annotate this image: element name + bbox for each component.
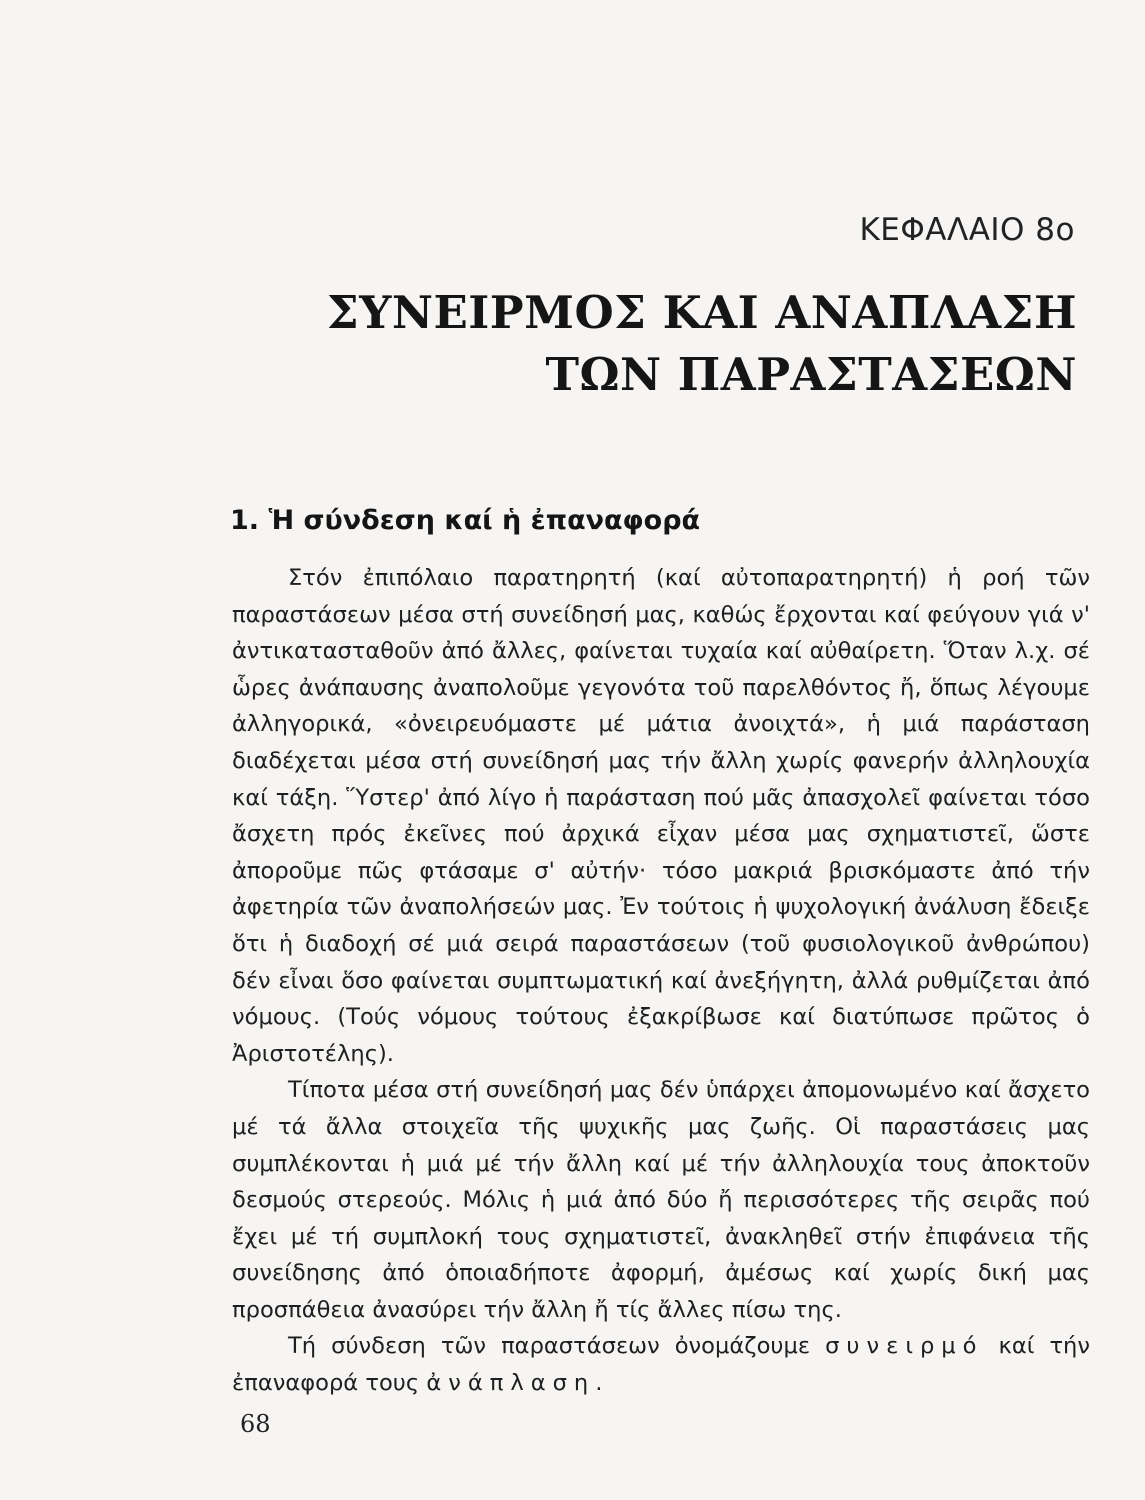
paragraph-1: Στόν ἐπιπόλαιο παρατηρητή (καί αὐτοπαρατηρητή) ἡ ροή τῶν παραστάσεων μέσα στή συνείδησή μας, καθώς ἔρχονται καί φεύγουν γιά ν' ἀντικατασταθοῦν ἀπό ἄλλες, φαίνεται τυχαία καί αὐθαίρετη. Ὅταν λ.χ. σέ ὧρες ἀνάπαυσης ἀναπολοῦμε γεγονότα τοῦ παρελθόντος ἤ, ὅπως λέγουμε ἀλληγορικά, «ὀνειρευόμαστε μέ μάτια ἀνοιχτά», ἡ μιά παράσταση διαδέχεται μέσα στή συνείδησή μας τήν ἄλλη χωρίς φανερήν ἀλληλουχία καί τάξη. Ὕστερ' ἀπό λίγο ἡ παράσταση πού μᾶς ἀπασχολεῖ φαίνεται τόσο ἄσχετη πρός ἐκεῖνες πού ἀρχικά εἶχαν μέσα μας σχηματιστεῖ, ὥστε ἀποροῦμε πῶς φτάσαμε σ' αὐτήν· τόσο μακριά βρισκόμαστε ἀπό τήν ἀφετηρία τῶν ἀναπολήσεών μας. Ἐν τούτοις ἡ ψυχολογική ἀνάλυση ἔδειξε ὅτι ἡ διαδοχή σέ μιά σειρά παραστάσεων (τοῦ φυσιολογικοῦ ἀνθρώπου) δέν εἶναι ὅσο φαίνεται συμπτωματική καί ἀνεξήγητη, ἀλλά ρυθμίζεται ἀπό νόμους. (Τούς νόμους τούτους ἐξακρίβωσε καί διατύπωσε πρῶτος ὁ Ἀριστοτέλης). (232, 565, 1090, 1067)
chapter-label: ΚΕΦΑΛΑΙΟ 8ο (859, 212, 1075, 248)
paragraph-3-part-2: καί τήν ἐπαναφορά τους (232, 1333, 1090, 1397)
section-heading: 1. Ἡ σύνδεση καί ἡ ἐπαναφορά (230, 505, 701, 536)
paragraph-3-part-1: Τή σύνδεση τῶν παραστάσεων ὀνομάζουμε (288, 1333, 826, 1360)
chapter-title-line-1: ΣΥΝΕΙΡΜΟΣ ΚΑΙ ΑΝΑΠΛΑΣΗ (326, 286, 1077, 339)
paragraph-3 (232, 1328, 1090, 1401)
paragraph-3-part-3: . (595, 1370, 603, 1397)
page-number: 68 (240, 1410, 271, 1438)
body-text (232, 560, 1090, 1402)
chapter-title (327, 282, 1077, 406)
chapter-title-line-2: ΤΩΝ ΠΑΡΑΣΤΑΣΕΩΝ (545, 348, 1077, 401)
paragraph-2: Τίποτα μέσα στή συνείδησή μας δέν ὑπάρχει ἀπομονωμένο καί ἄσχετο μέ τά ἄλλα στοιχεῖα τῆς ψυχικῆς μας ζωῆς. Οἱ παραστάσεις μας συμπλέκονται ἡ μιά μέ τήν ἄλλη καί μέ τήν ἀλληλουχία τους ἀποκτοῦν δεσμούς στερεούς. Μόλις ἡ μιά ἀπό δύο ἤ περισσότερες τῆς σειρᾶς πού ἔχει μέ τή συμπλοκή τους σχηματιστεῖ, ἀνακληθεῖ στήν ἐπιφάνεια τῆς συνείδησης ἀπό ὁποιαδήποτε ἀφορμή, ἀμέσως καί χωρίς δική μας προσπάθεια ἀνασύρει τήν ἄλλη ἤ τίς ἄλλες πίσω της. (232, 1077, 1090, 1323)
term-synirmos: συνειρμό (825, 1333, 984, 1360)
term-anaplasi: ἀνάπλαση (426, 1370, 596, 1397)
